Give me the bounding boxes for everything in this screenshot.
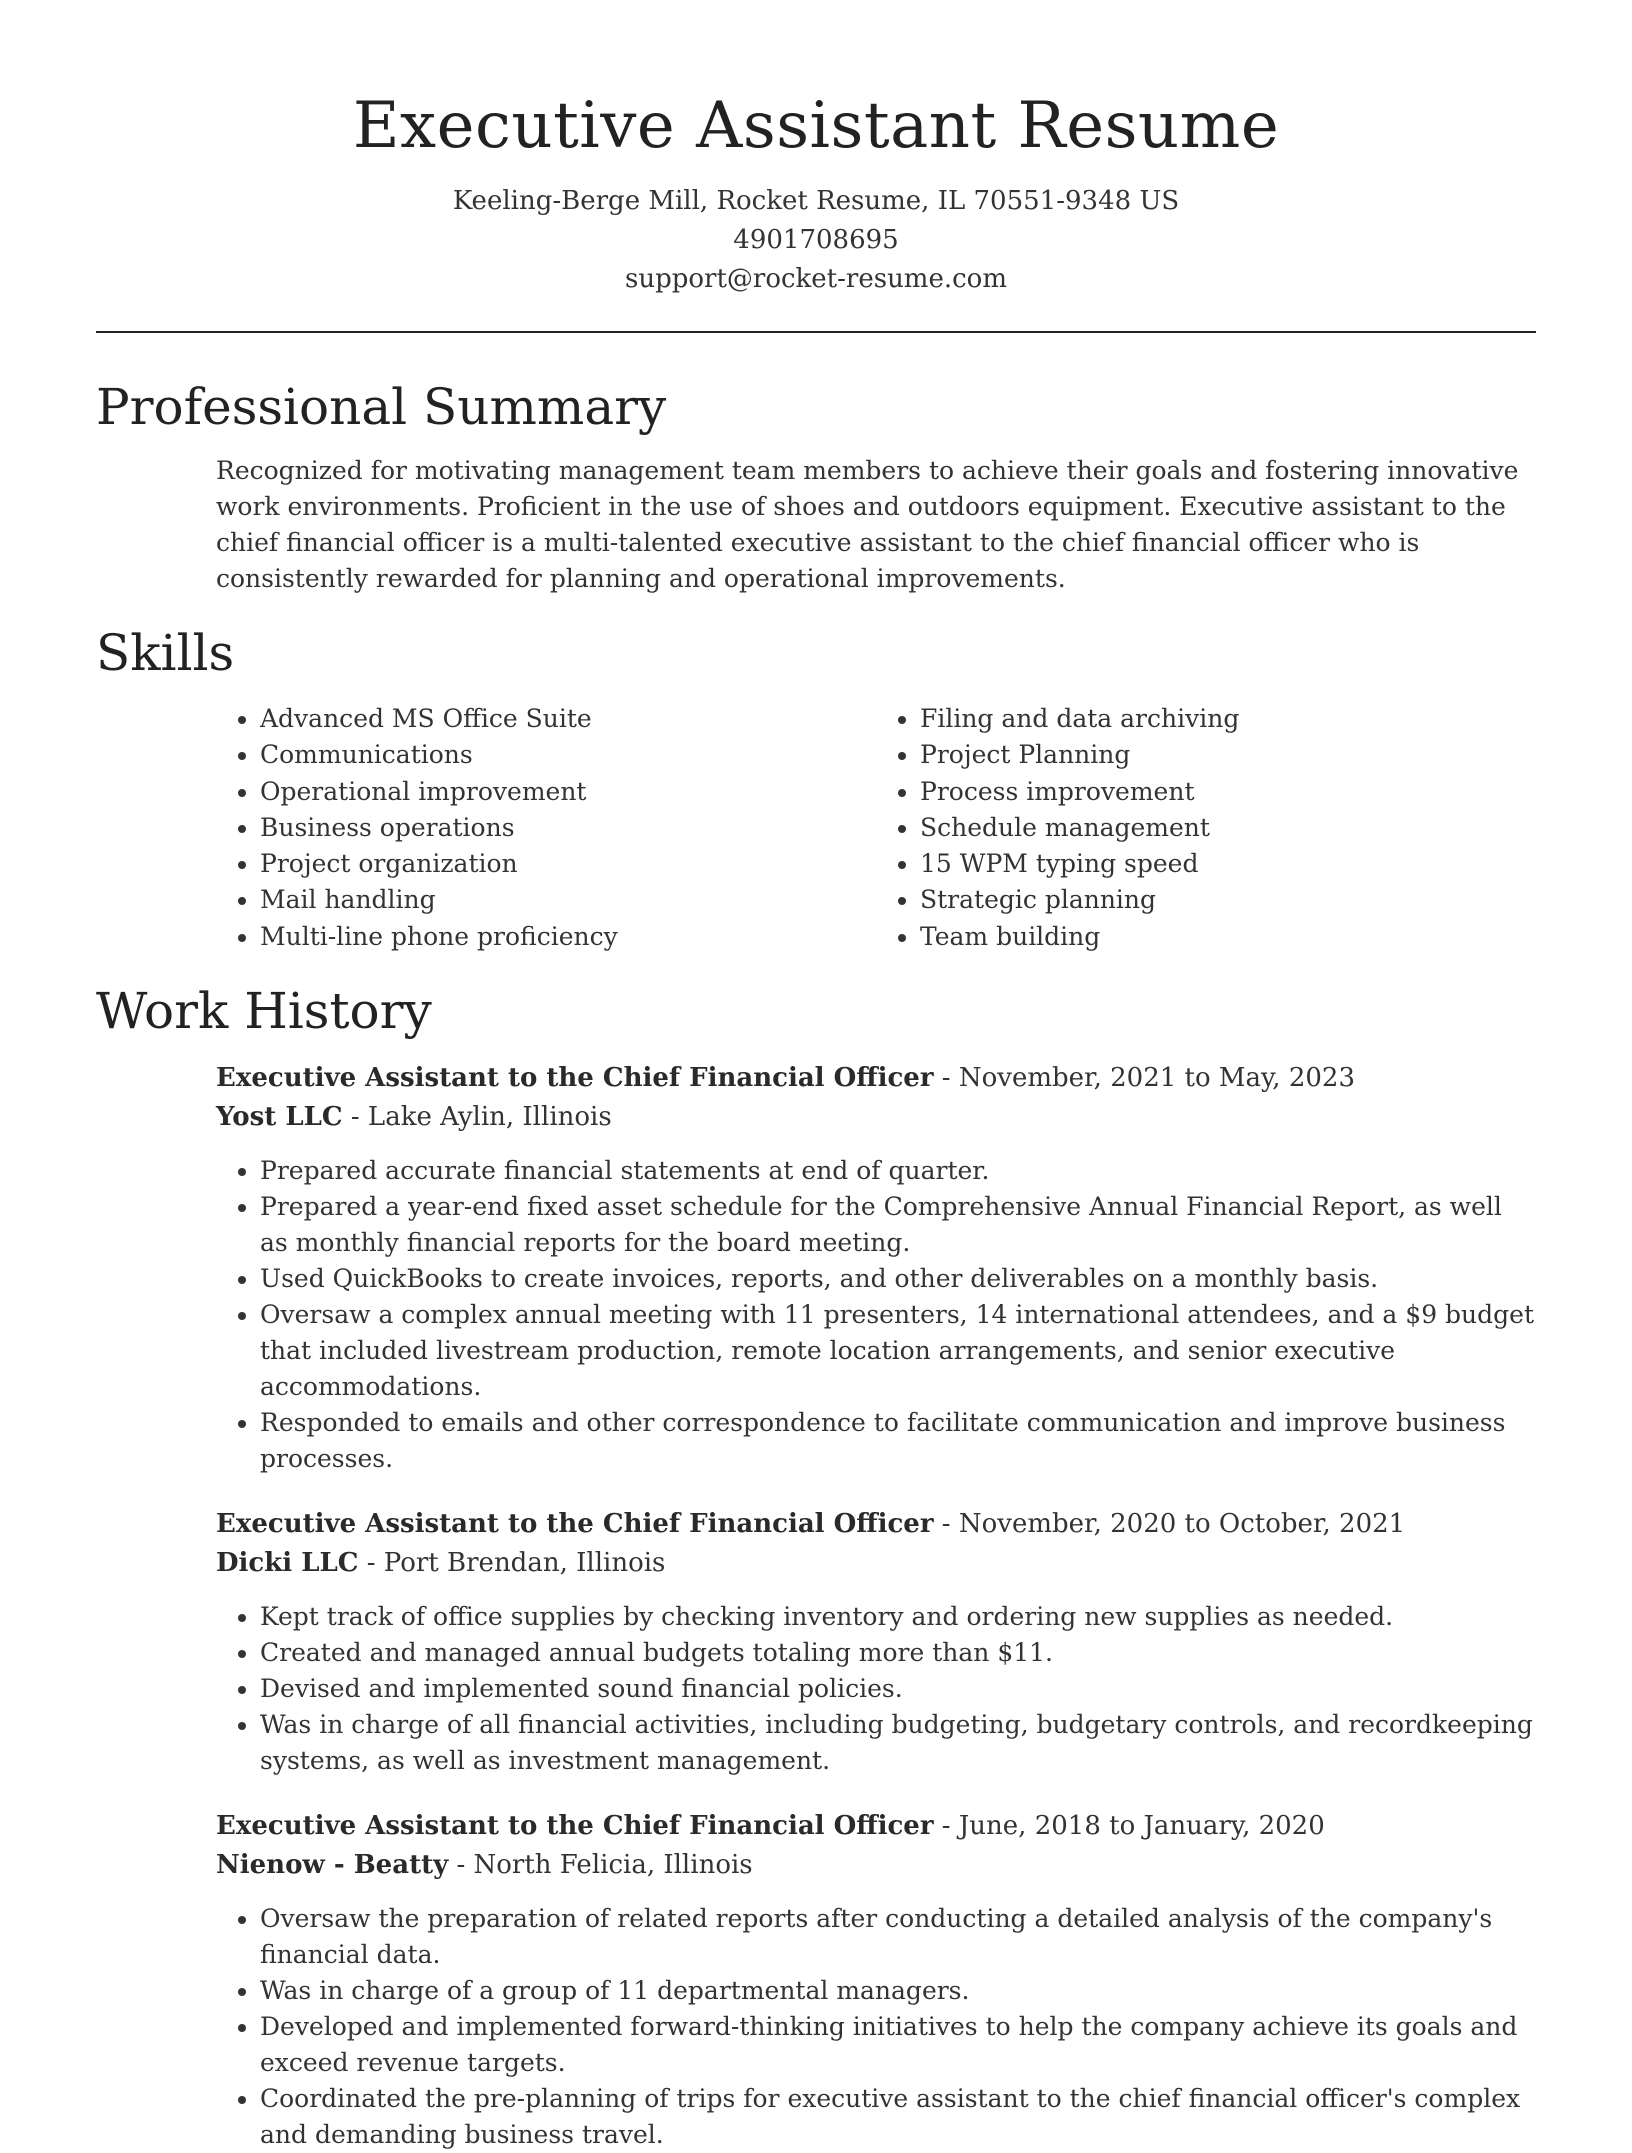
contact-info (96, 182, 1536, 299)
job-location: - Port Brendan, Illinois (358, 1548, 666, 1579)
job-company-line (216, 1098, 1536, 1137)
job-title: Executive Assistant to the Chief Financial Officer (216, 1811, 934, 1842)
job-company: Nienow - Beatty (216, 1850, 449, 1881)
job-title-line (216, 1505, 1536, 1544)
skills-list-right (876, 701, 1536, 955)
skills-columns (216, 701, 1536, 955)
skill-item: • Mail handling (260, 882, 876, 918)
skill-item: • Process improvement (920, 774, 1536, 810)
skill-item: • Team building (920, 919, 1536, 955)
resume-page (96, 0, 1536, 2150)
job-bullet: • Developed and implemented forward-thinking initiatives to help the company achieve its goals and exceed revenue targets. (260, 2009, 1536, 2081)
skill-item: • Operational improvement (260, 774, 876, 810)
work-history-heading: Work History (96, 982, 432, 1041)
job-bullet: • Oversaw the preparation of related reports after conducting a detailed analysis of the company's financial data. (260, 1901, 1536, 1973)
resume-title: Executive Assistant Resume (352, 89, 1280, 163)
job-bullet: • Responded to emails and other correspondence to facilitate communication and improve business processes. (260, 1405, 1536, 1477)
job-company-line (216, 1846, 1536, 1885)
skill-item: • 15 WPM typing speed (920, 846, 1536, 882)
skill-item: • Business operations (260, 810, 876, 846)
job-location: - Lake Aylin, Illinois (342, 1102, 612, 1133)
job-bullet: • Was in charge of a group of 11 departmental managers. (260, 1973, 1536, 2009)
job-bullet: • Kept track of office supplies by checking inventory and ordering new supplies as needed. (260, 1599, 1536, 1635)
skill-item: • Multi-line phone proficiency (260, 919, 876, 955)
job-title: Executive Assistant to the Chief Financial Officer (216, 1509, 934, 1540)
skill-item: • Project organization (260, 846, 876, 882)
skill-item: • Schedule management (920, 810, 1536, 846)
job-company: Yost LLC (216, 1102, 343, 1133)
job-bullet: • Oversaw a complex annual meeting with 11 presenters, 14 international attendees, and a $9 budget that included livestream production, remote location arrangements, and senior executive accommodations. (260, 1297, 1536, 1405)
job-title: Executive Assistant to the Chief Financial Officer (216, 1063, 934, 1094)
contact-address: Keeling-Berge Mill, Rocket Resume, IL 70551-9348 US (452, 186, 1180, 216)
skills-section (96, 623, 1536, 955)
job-bullet: • Used QuickBooks to create invoices, reports, and other deliverables on a monthly basis. (260, 1261, 1536, 1297)
job-bullets (216, 1599, 1536, 1779)
summary-heading: Professional Summary (96, 378, 667, 436)
summary-text: Recognized for motivating management team members to achieve their goals and fostering innovative work environments. Proficient in the use of shoes and outdoors equipment. Executive assistant to the chief financial officer is a multi-talented executive assistant to the chief financial officer who is consistently rewarded for planning and operational improvements. (216, 456, 1519, 593)
job-bullet: • Devised and implemented sound financial policies. (260, 1671, 1536, 1707)
job-entry (216, 1807, 1536, 2153)
job-bullet: • Created and managed annual budgets totaling more than $11. (260, 1635, 1536, 1671)
skill-item: • Advanced MS Office Suite (260, 701, 876, 737)
job-bullet: • Prepared accurate financial statements at end of quarter. (260, 1153, 1536, 1189)
contact-email: support@rocket-resume.com (624, 264, 1007, 294)
job-bullet: • Prepared a year-end fixed asset schedule for the Comprehensive Annual Financial Report, as well as monthly financial reports for the board meeting. (260, 1189, 1536, 1261)
skill-item: • Strategic planning (920, 882, 1536, 918)
skill-item: • Communications (260, 737, 876, 773)
contact-phone: 4901708695 (733, 225, 899, 255)
job-bullets (216, 1901, 1536, 2153)
resume-header (96, 0, 1536, 299)
job-dates: - November, 2020 to October, 2021 (933, 1509, 1406, 1540)
job-dates: - November, 2021 to May, 2023 (933, 1063, 1355, 1094)
job-company: Dicki LLC (216, 1548, 359, 1579)
job-bullet: • Coordinated the pre-planning of trips for executive assistant to the chief financial officer's complex and demanding business travel. (260, 2081, 1536, 2153)
job-title-line (216, 1807, 1536, 1846)
skill-item: • Project Planning (920, 737, 1536, 773)
job-entry (216, 1059, 1536, 1477)
skills-list-left (216, 701, 876, 955)
skills-heading: Skills (96, 624, 235, 682)
work-history-section (96, 981, 1536, 2153)
summary-section (96, 377, 1536, 597)
header-divider (96, 331, 1536, 333)
job-bullet: • Was in charge of all financial activities, including budgeting, budgetary controls, and recordkeeping systems, as well as investment management. (260, 1707, 1536, 1779)
job-bullets (216, 1153, 1536, 1477)
job-location: - North Felicia, Illinois (448, 1850, 753, 1881)
job-title-line (216, 1059, 1536, 1098)
skill-item: • Filing and data archiving (920, 701, 1536, 737)
job-entry (216, 1505, 1536, 1779)
job-dates: - June, 2018 to January, 2020 (933, 1811, 1325, 1842)
job-company-line (216, 1544, 1536, 1583)
